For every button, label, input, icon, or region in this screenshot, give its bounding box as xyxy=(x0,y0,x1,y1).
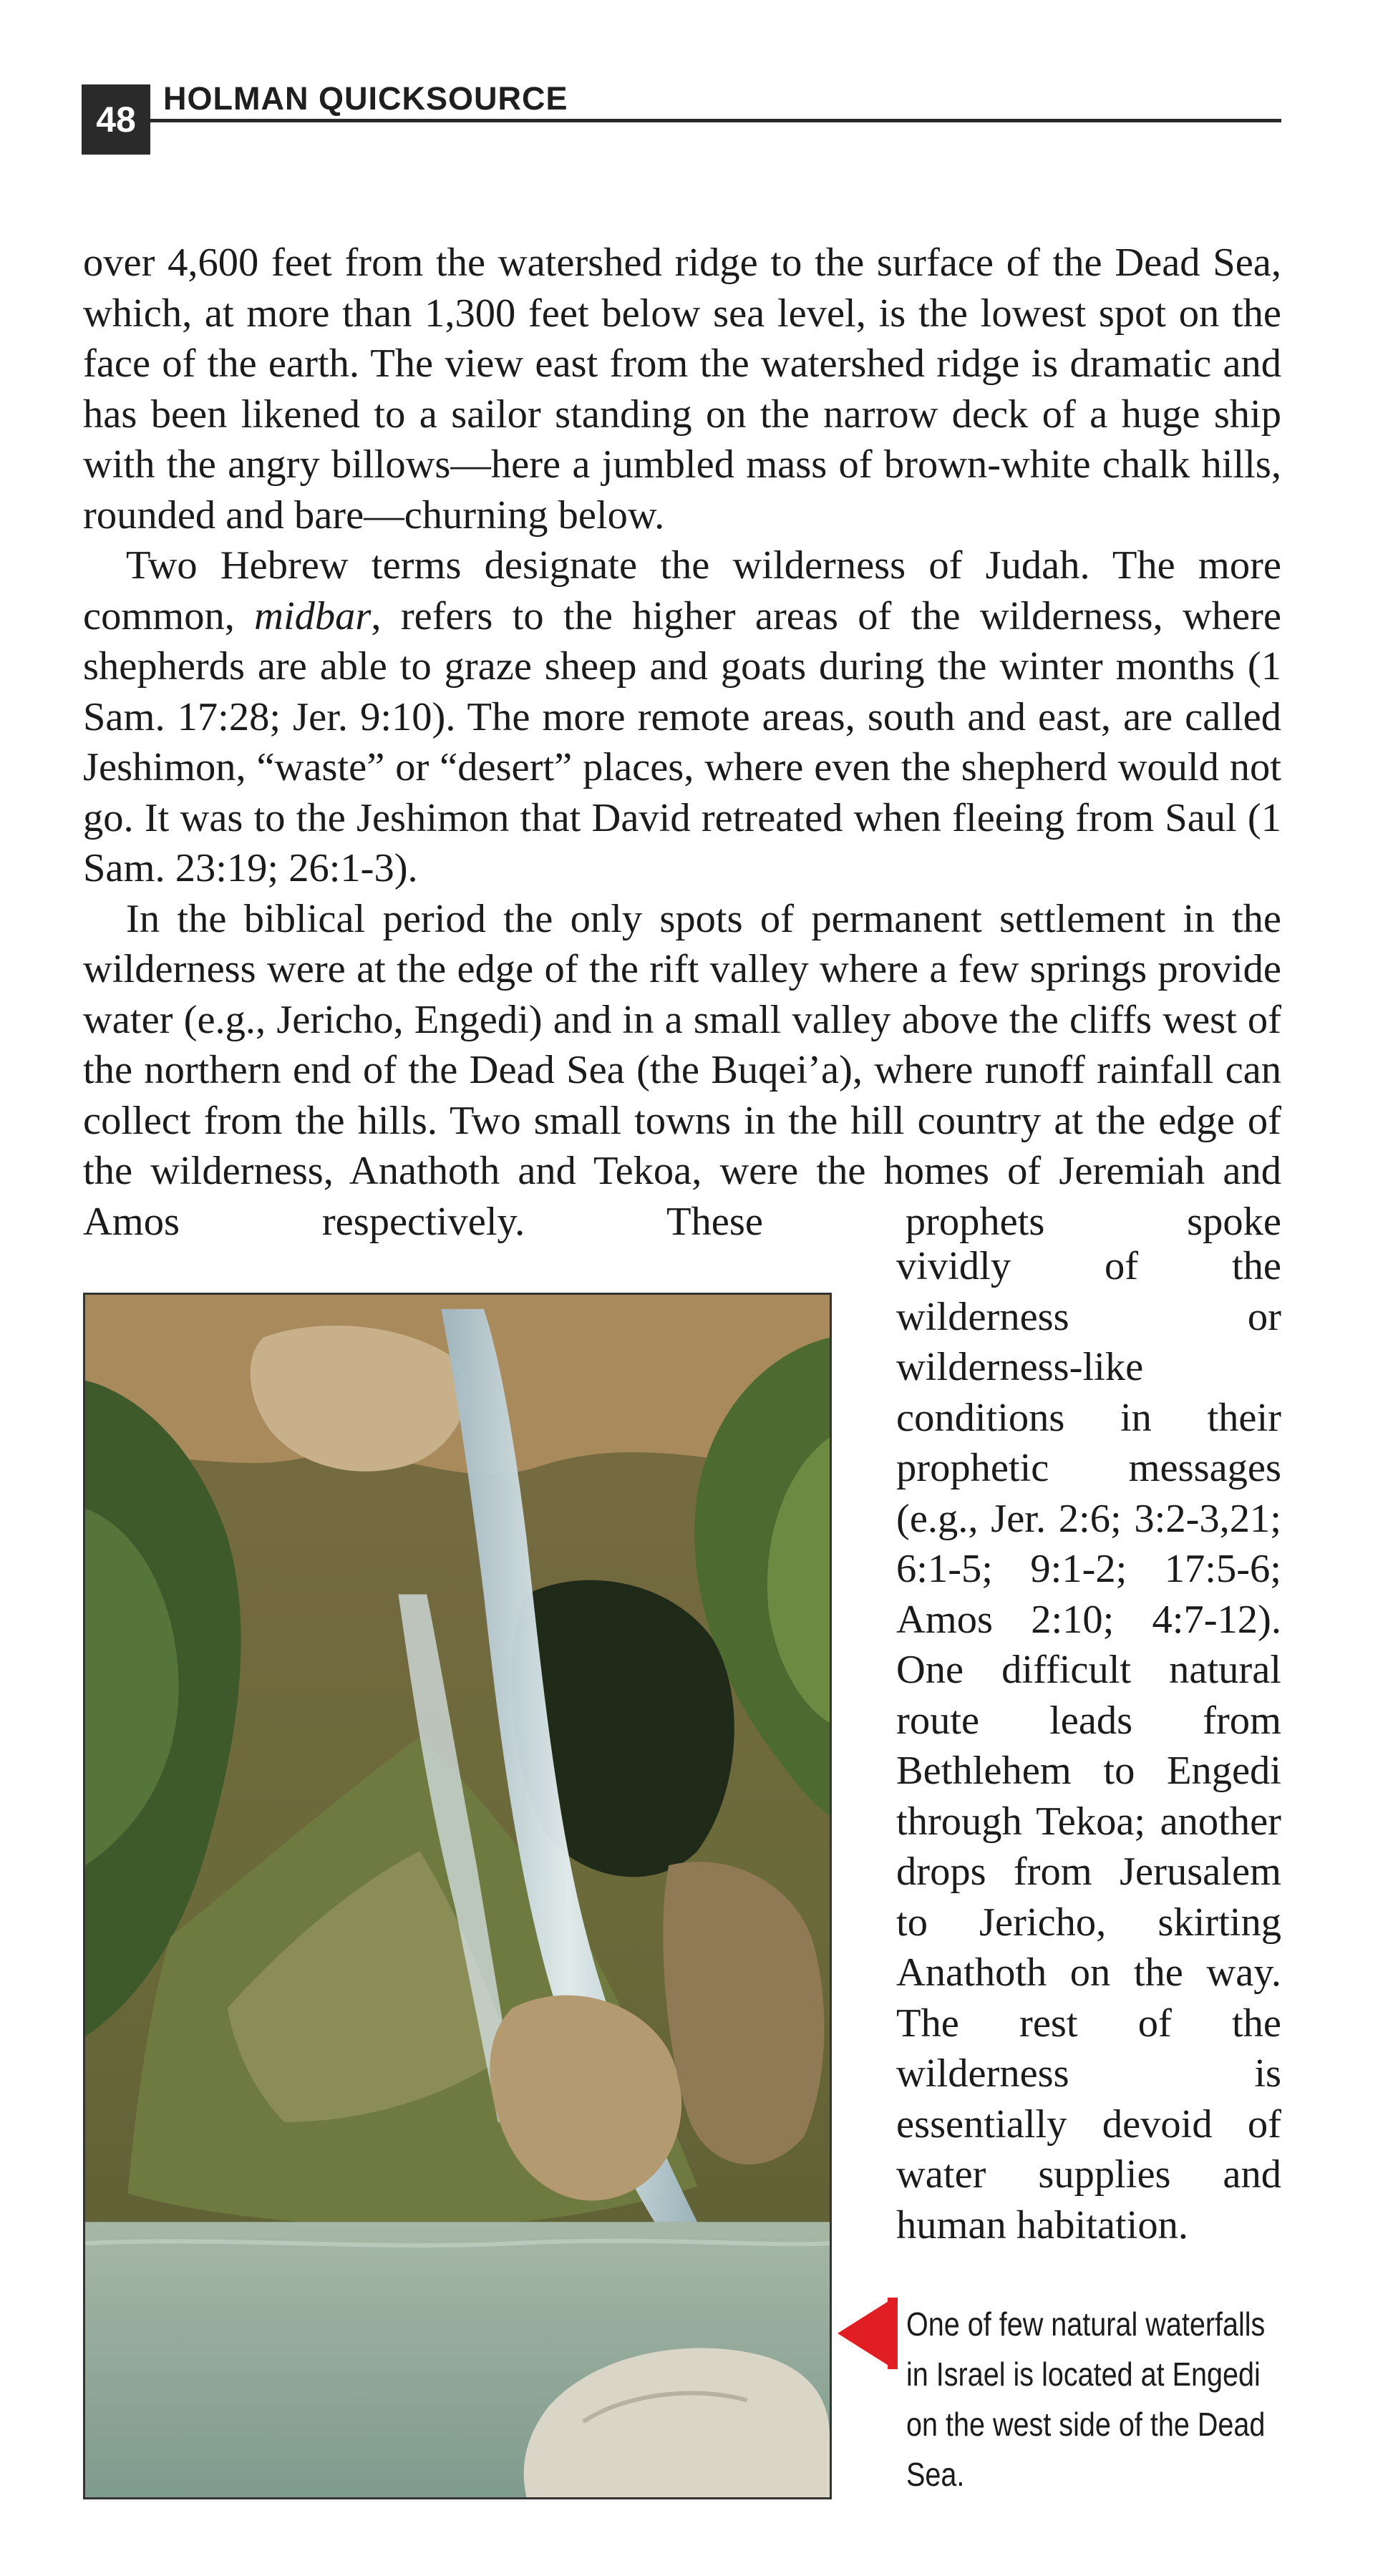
waterfall-illustration xyxy=(85,1295,830,2497)
running-head: HOLMAN QUICKSOURCE xyxy=(163,80,568,117)
side-column-text xyxy=(896,1241,1281,2250)
term-midbar: midbar xyxy=(254,593,372,638)
paragraph-3: In the biblical period the only spots of permanent settlement in the wilderness were at the edge of the rift valley where a few springs provide water (e.g., Jericho, Engedi) and in a small valley above the cliffs west of the northern end of the Dead Sea (the Buqei’a), where runoff rainfall can collect from the hills. Two small towns in the hill country at the edge of the wilderness, Anathoth and Tekoa, were the homes of Jeremiah and Amos respectively. These prophets spoke xyxy=(83,896,1281,1244)
photo-caption: One of few natural waterfalls in Israel is located at Engedi on the west side of the Dead Sea. xyxy=(906,2305,1266,2493)
page-number: 48 xyxy=(82,84,150,155)
caption-pointer-icon xyxy=(838,2299,892,2368)
paragraph-1: over 4,600 feet from the watershed ridge to the surface of the Dead Sea, which, at more than 1,300 feet below sea level, is the lowest spot on the face of the earth. The view east from the watershed ridge is dramatic and has been likened to a sailor standing on the narrow deck of a huge ship with the angry billows—here a jumbled mass of brown-white chalk hills, rounded and bare—churning below. xyxy=(83,240,1281,538)
body-text xyxy=(83,238,1281,1247)
paragraph-3-continued: vividly of the wilderness or wilderness-like conditions in their prophetic messages (e.g., Jer. 2:6; 3:2-3,21; 6:1-5; 9:1-2; 17:5-6; Amos 2:10; 4:7-12). One difficult natural route leads from Bethlehem to Engedi through Tekoa; another drops from Jerusalem to Jericho, skirting Anathoth on the way. The rest of the wilderness is essentially devoid of water supplies and human habitation. xyxy=(896,1244,1281,2247)
paragraph-2-start: Two Hebrew terms designate the wilderness of Judah. The more common, xyxy=(83,543,1281,638)
paragraph-2-rest: , refers to the higher areas of the wilderness, where shepherds are able to graze sheep and goats during the winter months (1 Sam. 17:28; Jer. 9:10). The more remote areas, south and east, are called Jeshimon, “waste” or “desert” places, where even the shepherd would not go. It was to the Jeshimon that David retreated when fleeing from Saul (1 Sam. 23:19; 26:1-3). xyxy=(83,593,1281,890)
header-rule xyxy=(150,119,1281,122)
caption-accent-bar xyxy=(888,2298,898,2369)
waterfall-photo xyxy=(83,1293,832,2499)
paragraph-2 xyxy=(83,540,1281,894)
